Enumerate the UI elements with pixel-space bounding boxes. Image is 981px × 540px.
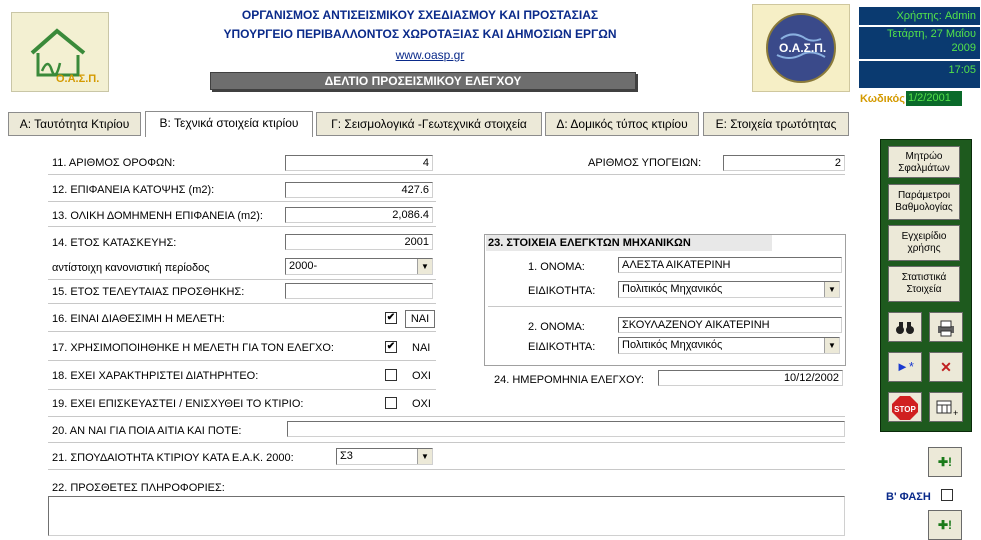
phase-b-checkbox[interactable] xyxy=(941,489,953,501)
printer-icon[interactable] xyxy=(929,312,963,342)
study-available-checkbox[interactable]: ✔ xyxy=(386,312,396,323)
preserved-label: 18. ΕΧΕΙ ΧΑΡΑΚΤΗΡΙΣΤΕΙ ΔΙΑΤΗΡΗΤΕΟ: xyxy=(52,370,259,382)
divider xyxy=(48,469,845,470)
statistics-label-line2: Στοιχεία xyxy=(906,284,942,295)
engineer1-spec-select[interactable] xyxy=(618,281,840,298)
divider xyxy=(48,303,436,304)
org-title-line1: ΟΡΓΑΝΙΣΜΟΣ ΑΝΤΙΣΕΙΣΜΙΚΟΥ ΣΧΕΔΙΑΣΜΟΥ ΚΑΙ ΠΡΟΣΤΑΣΙΑΣ xyxy=(241,8,599,22)
divider xyxy=(48,279,436,280)
reason-label: 20. ΑΝ ΝΑΙ ΓΙΑ ΠΟΙΑ ΑΙΤΙΑ ΚΑΙ ΠΟΤΕ: xyxy=(52,425,242,437)
logo-left-text: Ο.Α.Σ.Π. xyxy=(56,73,100,85)
delete-record-icon[interactable]: ✕ xyxy=(929,352,963,382)
plan-area-label: 12. ΕΠΙΦΑΝΕΙΑ ΚΑΤΟΨΗΣ (m2): xyxy=(52,184,215,196)
study-used-checkbox[interactable]: ✔ xyxy=(386,341,396,352)
code-period-value: 2000- xyxy=(289,260,318,272)
website-link[interactable]: www.oasp.gr xyxy=(395,48,465,62)
tab-structural-type[interactable]: Δ: Δομικός τύπος κτιρίου xyxy=(545,112,699,136)
user-manual-label-line2: χρήσης xyxy=(907,243,941,254)
code-period-label: αντίστοιχη κανονιστική περίοδος xyxy=(52,262,210,274)
basements-input[interactable]: 2 xyxy=(723,155,845,171)
total-area-input[interactable]: 2,086.4 xyxy=(285,207,433,223)
repaired-value: ΟΧΙ xyxy=(412,398,431,410)
errors-registry-button[interactable] xyxy=(888,146,960,178)
oasp-logo-left xyxy=(11,12,109,92)
preserved-value: ΟΧΙ xyxy=(412,370,431,382)
code-value: 1/2/2001 xyxy=(906,91,962,106)
divider xyxy=(48,389,436,390)
new-record-icon[interactable]: ►* xyxy=(888,352,922,382)
user-manual-button[interactable] xyxy=(888,225,960,261)
binoculars-icon[interactable] xyxy=(888,312,922,342)
date-display xyxy=(859,27,980,59)
engineer1-spec-value: Πολιτικός Μηχανικός xyxy=(622,283,723,295)
divider xyxy=(48,442,845,443)
check-date-label: 24. ΗΜΕΡΟΜΗΝΙΑ ΕΛΕΓΧΟΥ: xyxy=(494,374,644,386)
check-date-input[interactable]: 10/12/2002 xyxy=(658,370,843,386)
divider xyxy=(48,331,436,332)
chevron-down-icon[interactable]: ▼ xyxy=(417,449,432,464)
year-input[interactable]: 2001 xyxy=(285,234,433,250)
tab-technical[interactable]: Β: Τεχνικά στοιχεία κτιρίου xyxy=(145,111,313,137)
floors-label: 11. ΑΡΙΘΜΟΣ ΟΡΟΦΩΝ: xyxy=(52,157,176,169)
repaired-label: 19. ΕΧΕΙ ΕΠΙΣΚΕΥΑΣΤΕΙ / ΕΝΙΣΧΥΘΕΙ ΤΟ ΚΤΙΡΙΟ: xyxy=(52,398,304,410)
divider xyxy=(48,201,436,202)
tab-seismological[interactable]: Γ: Σεισμολογικά -Γεωτεχνικά στοιχεία xyxy=(316,112,542,136)
date-line1: Τετάρτη, 27 Μαΐου xyxy=(886,28,976,40)
scoring-parameters-label-line2: Βαθμολογίας xyxy=(895,202,953,213)
scoring-parameters-label-line1: Παράμετροι xyxy=(897,190,951,201)
repaired-checkbox[interactable] xyxy=(385,397,397,409)
errors-registry-label-line1: Μητρώο xyxy=(905,151,943,162)
preserved-checkbox[interactable] xyxy=(385,369,397,381)
tab-vulnerability[interactable]: Ε: Στοιχεία τρωτότητας xyxy=(703,112,849,136)
importance-value: Σ3 xyxy=(340,450,353,462)
engineer2-spec-select[interactable] xyxy=(618,337,840,354)
study-available-label: 16. ΕΙΝΑΙ ΔΙΑΘΕΣΙΜΗ Η ΜΕΛΕΤΗ: xyxy=(52,313,225,325)
add-phase-icon[interactable]: ✚! xyxy=(928,447,962,477)
engineer2-spec-value: Πολιτικός Μηχανικός xyxy=(622,339,723,351)
user-manual-label-line1: Εγχειρίδιο xyxy=(901,231,947,242)
oasp-logo-right xyxy=(752,4,850,92)
chevron-down-icon[interactable]: ▼ xyxy=(824,282,839,297)
tab-identity[interactable]: Α: Ταυτότητα Κτιρίου xyxy=(8,112,141,136)
engineer2-spec-label: ΕΙΔΙΚΟΤΗΤΑ: xyxy=(528,341,596,353)
add-phase-icon[interactable]: ✚! xyxy=(928,510,962,540)
statistics-button[interactable] xyxy=(888,266,960,302)
last-addition-input[interactable] xyxy=(285,283,433,299)
svg-text:+: + xyxy=(953,408,959,419)
logo-right-text: Ο.Α.Σ.Π. xyxy=(779,41,827,55)
scoring-parameters-button[interactable] xyxy=(888,184,960,220)
statistics-label-line1: Στατιστικά xyxy=(901,272,947,283)
reason-input[interactable] xyxy=(287,421,845,437)
plan-area-input[interactable]: 427.6 xyxy=(285,182,433,198)
code-period-select[interactable] xyxy=(285,258,433,275)
stop-label: STOP xyxy=(894,405,916,415)
study-used-label: 17. ΧΡΗΣΙΜΟΠΟΙΗΘΗΚΕ Η ΜΕΛΕΤΗ ΓΙΑ ΤΟΝ ΕΛΕΓΧΟ: xyxy=(52,342,334,354)
time-display: 17:05 xyxy=(859,61,980,88)
extra-info-textarea[interactable] xyxy=(48,496,845,536)
divider xyxy=(48,360,436,361)
code-label: Κωδικός xyxy=(860,93,905,105)
calendar-add-icon[interactable] xyxy=(929,392,963,422)
date-line2: 2009 xyxy=(951,42,976,54)
engineer1-name-label: 1. ΟΝΟΜΑ: xyxy=(528,261,585,273)
org-title-line2: ΥΠΟΥΡΓΕΙΟ ΠΕΡΙΒΑΛΛΟΝΤΟΣ ΧΩΡΟΤΑΞΙΑΣ ΚΑΙ ΔΗΜΟΣΙΩΝ ΕΡΓΩΝ xyxy=(223,27,617,41)
extra-info-label: 22. ΠΡΟΣΘΕΤΕΣ ΠΛΗΡΟΦΟΡΙΕΣ: xyxy=(52,482,225,494)
importance-select[interactable] xyxy=(336,448,433,465)
study-used-value: ΝΑΙ xyxy=(412,342,431,354)
basements-label: ΑΡΙΘΜΟΣ ΥΠΟΓΕΙΩΝ: xyxy=(588,157,702,169)
floors-input[interactable]: 4 xyxy=(285,155,433,171)
form-title: ΔΕΛΤΙΟ ΠΡΟΣΕΙΣΜΙΚΟΥ ΕΛΕΓΧΟΥ xyxy=(210,72,636,90)
divider xyxy=(48,416,845,417)
last-addition-label: 15. ΕΤΟΣ ΤΕΛΕΥΤΑΙΑΣ ΠΡΟΣΘΗΚΗΣ: xyxy=(52,286,245,298)
chevron-down-icon[interactable]: ▼ xyxy=(824,338,839,353)
divider xyxy=(48,174,845,175)
total-area-label: 13. ΟΛΙΚΗ ΔΟΜΗΜΕΝΗ ΕΠΙΦΑΝΕΙΑ (m2): xyxy=(52,210,263,222)
engineer1-spec-label: ΕΙΔΙΚΟΤΗΤΑ: xyxy=(528,285,596,297)
chevron-down-icon[interactable]: ▼ xyxy=(417,259,432,274)
importance-label: 21. ΣΠΟΥΔΑΙΟΤΗΤΑ ΚΤΙΡΙΟΥ ΚΑΤΑ Ε.Α.Κ. 2000: xyxy=(52,452,294,464)
divider xyxy=(48,226,436,227)
divider xyxy=(488,306,842,307)
engineers-title: 23. ΣΤΟΙΧΕΙΑ ΕΛΕΓΚΤΩΝ ΜΗΧΑΝΙΚΩΝ xyxy=(486,235,772,251)
stop-icon[interactable] xyxy=(888,392,922,422)
phase-b-label: Β' ΦΑΣΗ xyxy=(886,491,931,503)
engineer2-name-label: 2. ΟΝΟΜΑ: xyxy=(528,321,585,333)
user-display: Χρήστης: Admin xyxy=(859,7,980,25)
year-label: 14. ΕΤΟΣ ΚΑΤΑΣΚΕΥΗΣ: xyxy=(52,237,177,249)
engineer2-name-input[interactable]: ΣΚΟΥΛΑΖΕΝΟΥ ΑΙΚΑΤΕΡΙΝΗ xyxy=(618,317,842,333)
errors-registry-label-line2: Σφαλμάτων xyxy=(898,163,950,174)
study-available-value[interactable]: ΝΑΙ xyxy=(405,310,435,328)
engineer1-name-input[interactable]: ΑΛΕΣΤΑ ΑΙΚΑΤΕΡΙΝΗ xyxy=(618,257,842,273)
